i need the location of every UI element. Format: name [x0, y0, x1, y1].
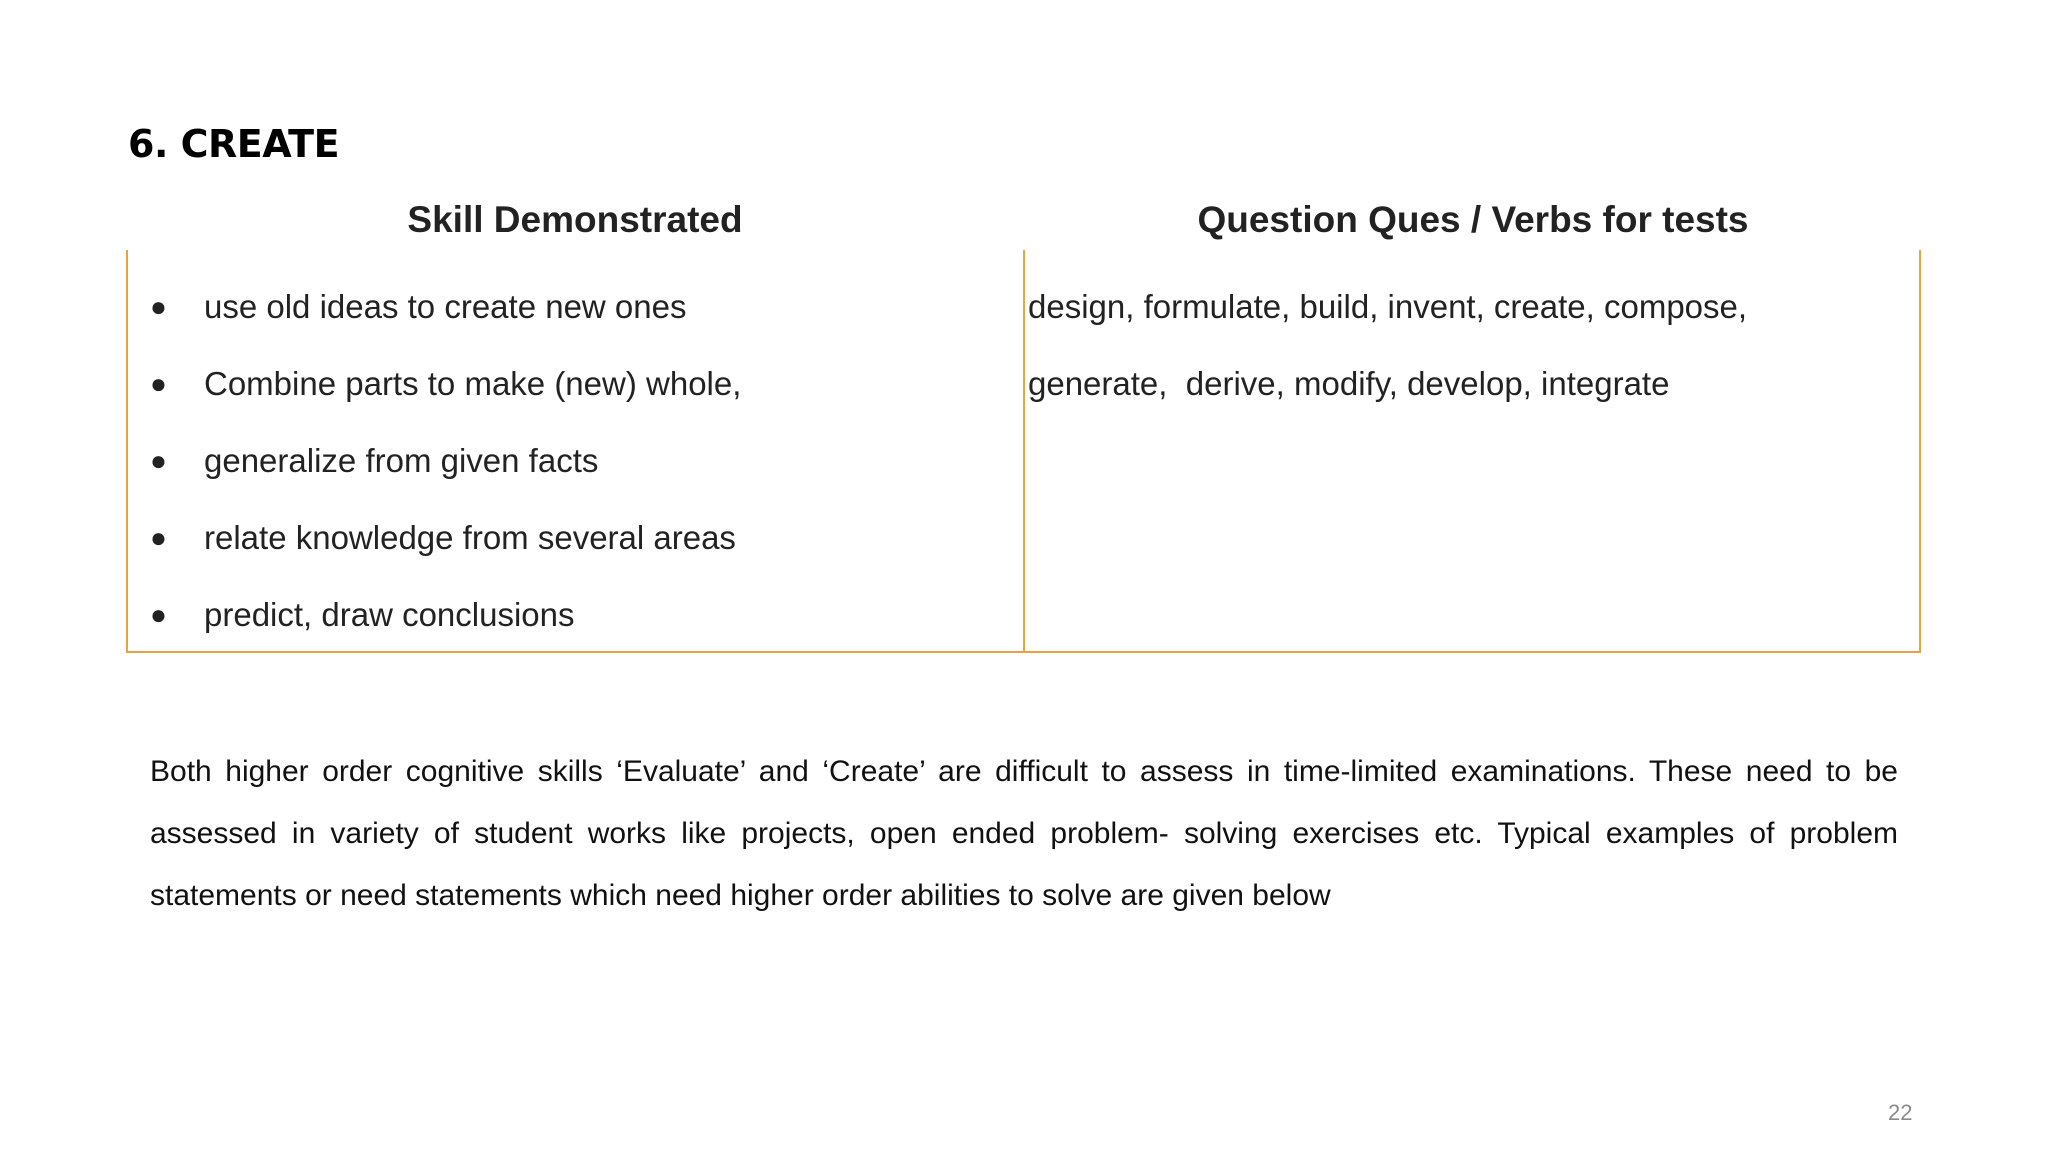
skill-item: [150, 442, 741, 519]
bullet-icon: ●: [150, 291, 167, 322]
skill-item: [150, 288, 741, 365]
column-header-verbs: Question Ques / Verbs for tests: [1197, 199, 1749, 240]
bullet-icon: ●: [150, 522, 167, 553]
skill-item: [150, 596, 741, 673]
skill-text: predict, draw conclusions: [204, 596, 575, 633]
page-number: 22: [1888, 1100, 1913, 1125]
bullet-icon: ●: [150, 445, 167, 476]
body-paragraph: Both higher order cognitive skills ‘Evaluate’ and ‘Create’ are difficult to assess in time-limited examinations. These need to be assessed in variety of student works like projects, open ended problem- solving exercises etc. Typical examples of problem statements or need statements which need higher order abilities to solve are given below: [150, 755, 1898, 912]
skill-item: [150, 519, 741, 596]
verbs-cell: [1028, 288, 1747, 442]
skill-text: Combine parts to make (new) whole,: [204, 365, 742, 402]
table-column-divider: [1023, 250, 1025, 653]
skill-text: generalize from given facts: [204, 442, 599, 479]
skill-item: [150, 365, 741, 442]
column-header-skill: Skill Demonstrated: [407, 199, 743, 240]
skills-list: [150, 288, 741, 673]
bullet-icon: ●: [150, 368, 167, 399]
verbs-line: generate, derive, modify, develop, integrate: [1028, 365, 1670, 402]
verbs-line: design, formulate, build, invent, create, compose,: [1028, 288, 1748, 325]
skill-text: use old ideas to create new ones: [204, 288, 687, 325]
slide-title: 6. CREATE: [128, 122, 340, 166]
bullet-icon: ●: [150, 599, 167, 630]
skill-text: relate knowledge from several areas: [204, 519, 736, 556]
